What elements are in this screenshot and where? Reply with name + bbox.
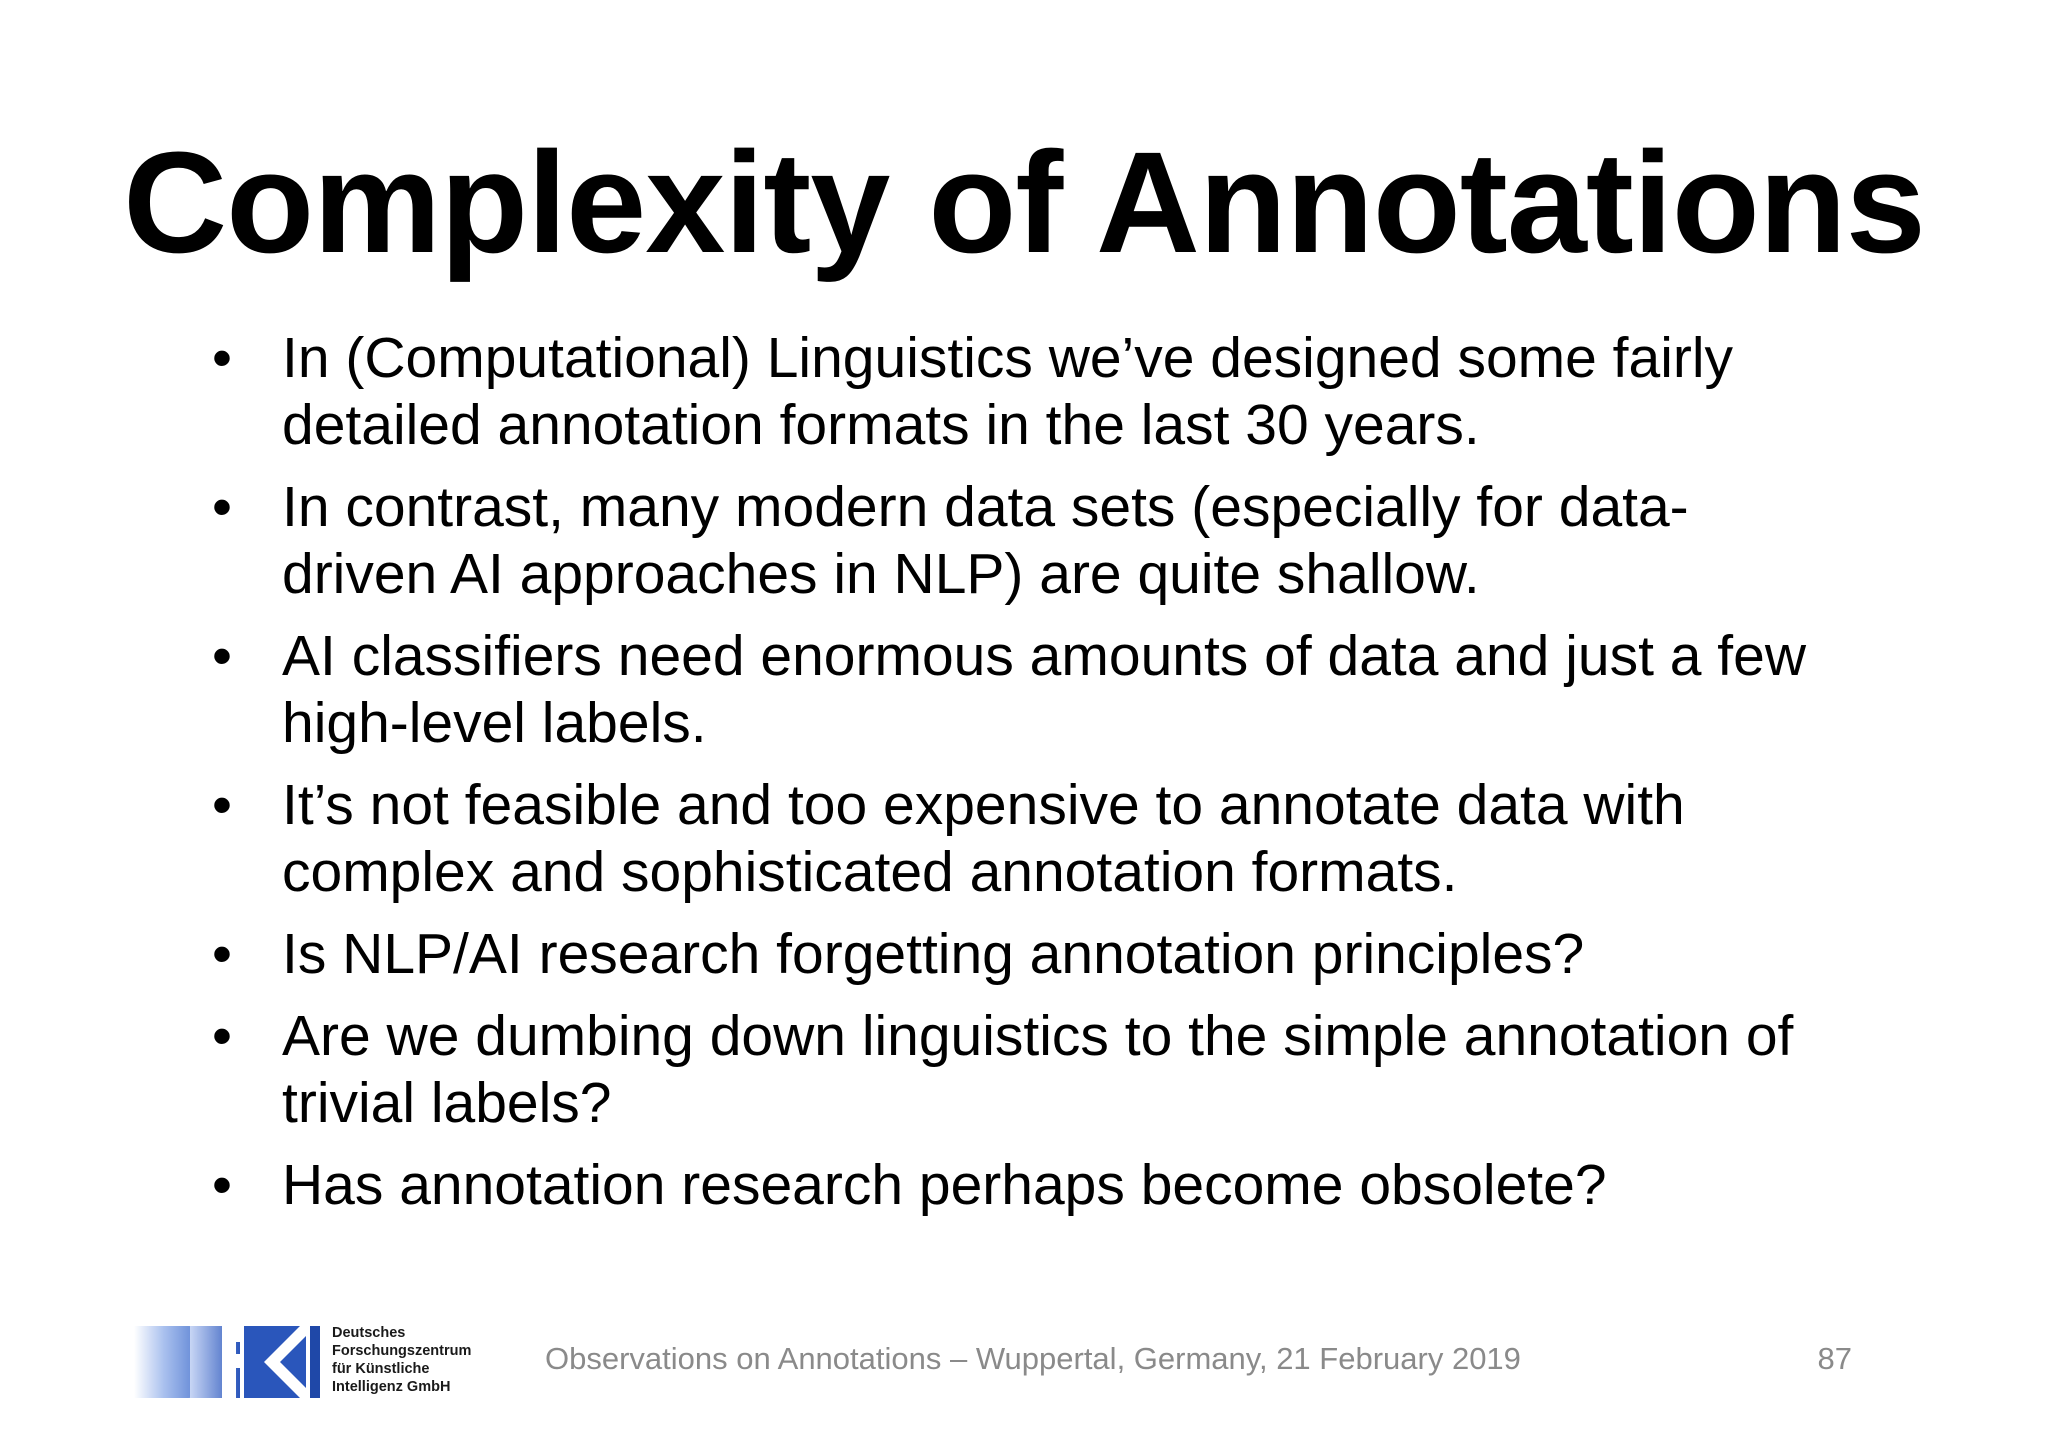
logo-line: Intelligenz GmbH (332, 1379, 451, 1395)
bullet-text: AI classifiers need enormous amounts of data and just a few high-level labels. (282, 624, 1806, 755)
slide-title: Complexity of Annotations (123, 122, 1925, 283)
bullet-marker: • (212, 475, 232, 539)
bullet-marker: • (212, 1004, 232, 1068)
bullet-item (0, 325, 1842, 459)
bullet-text: Is NLP/AI research forgetting annotation principles? (282, 922, 1585, 986)
bullet-marker: • (212, 1153, 232, 1217)
bullet-text: In (Computational) Linguistics we’ve designed some fairly detailed annotation formats in the last 30 years. (282, 326, 1734, 457)
bullet-item (0, 474, 1842, 608)
bullet-marker: • (212, 922, 232, 986)
bullet-item (0, 623, 1842, 757)
dfki-logo-icon (132, 1322, 322, 1402)
bullet-item (0, 1003, 1842, 1137)
page-number: 87 (1817, 1341, 1852, 1376)
bullet-text: It’s not feasible and too expensive to annotate data with complex and sophisticated annotation formats. (282, 773, 1685, 904)
bullet-text: Are we dumbing down linguistics to the simple annotation of trivial labels? (282, 1004, 1794, 1135)
footer-caption: Observations on Annotations – Wuppertal, Germany, 21 February 2019 (545, 1341, 1521, 1376)
bullet-item (0, 1152, 1842, 1219)
bullet-marker: • (212, 326, 232, 390)
bullet-text: In contrast, many modern data sets (especially for data-driven AI approaches in NLP) are quite shallow. (282, 475, 1689, 606)
bullet-text: Has annotation research perhaps become obsolete? (282, 1153, 1607, 1217)
logo-line: Forschungszentrum (332, 1343, 472, 1359)
dfki-logo (132, 1322, 502, 1402)
logo-line: Deutsches (332, 1325, 406, 1341)
bullet-item (0, 921, 1842, 988)
bullet-list (0, 325, 2048, 1234)
dfki-logo-text (332, 1324, 512, 1396)
bullet-item (0, 772, 1842, 906)
bullet-marker: • (212, 773, 232, 837)
logo-line: für Künstliche (332, 1361, 430, 1377)
bullet-marker: • (212, 624, 232, 688)
